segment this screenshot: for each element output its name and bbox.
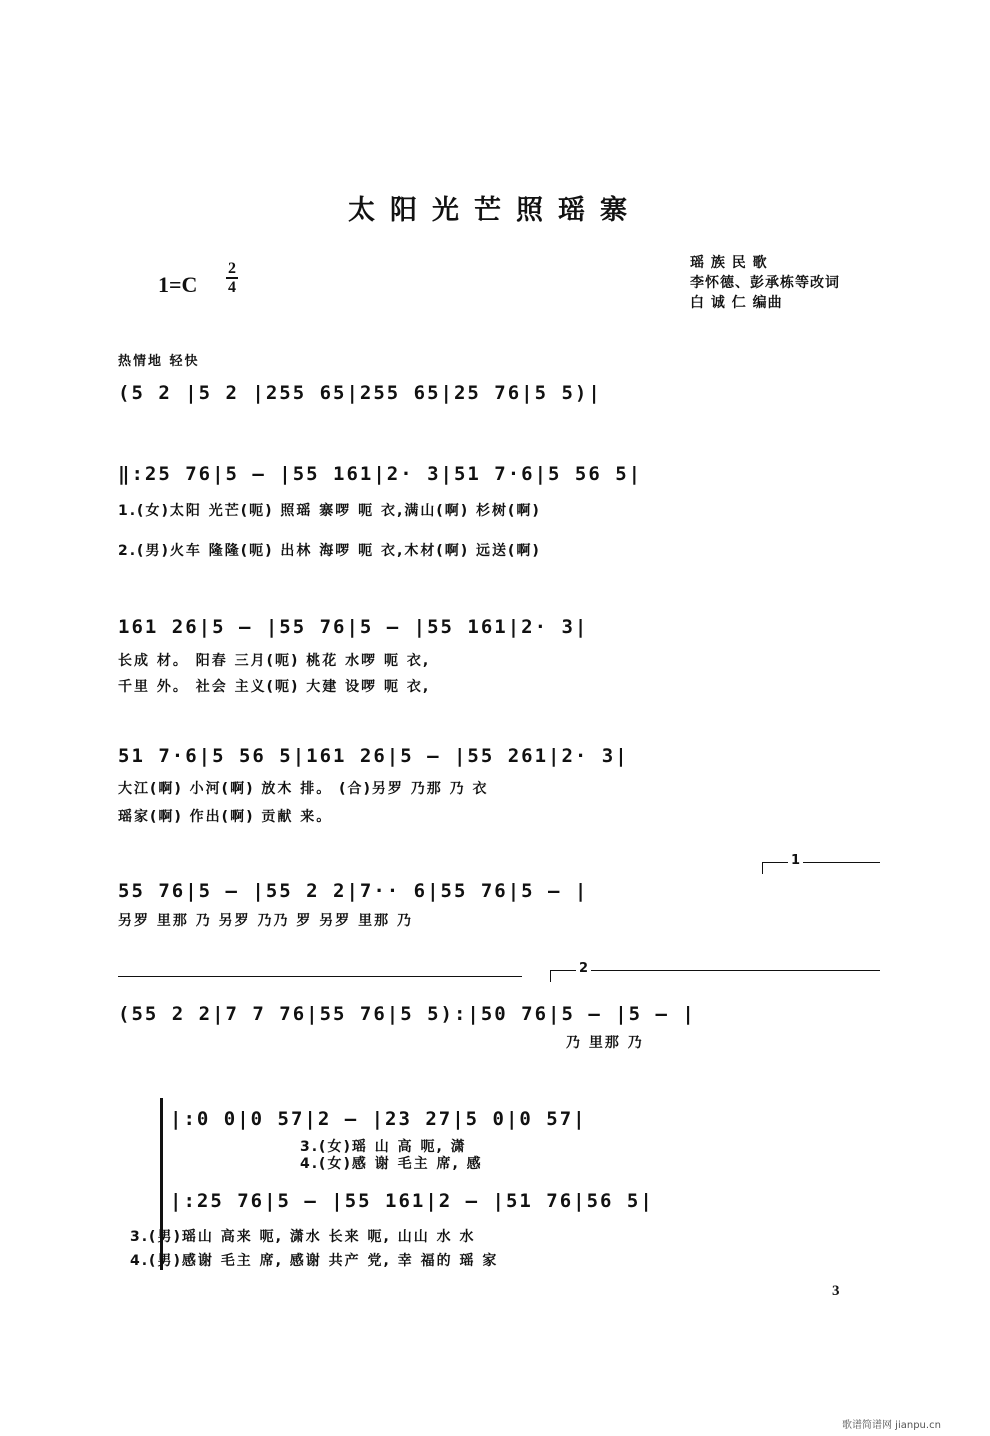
watermark: 歌谱简谱网 jianpu.cn bbox=[842, 1420, 941, 1431]
lyrics-row-6-verse-2: 4.(女)感 谢 毛主 席, 感 bbox=[300, 1156, 483, 1172]
lyrics-row-7-verse-2: 4.(男)感谢 毛主 席, 感谢 共产 党, 幸 福的 瑶 家 bbox=[130, 1253, 499, 1269]
score-row-5: (55 2 2|7 7 76|55 76|5 5):|50 76|5 — |5 — | bbox=[118, 1003, 696, 1025]
time-signature-bottom: 4 bbox=[228, 279, 236, 296]
lyrics-row-5: 乃 里那 乃 bbox=[566, 1035, 644, 1051]
continuation-line bbox=[118, 976, 522, 977]
lyrics-row-1-verse-2: 2.(男)火车 隆隆(呃) 出林 海啰 呃 衣,木材(啊) 远送(啊) bbox=[118, 543, 541, 559]
credit-line-3: 白 诚 仁 编曲 bbox=[690, 295, 783, 311]
lyrics-row-7-verse-1: 3.(男)瑶山 高来 呃, 潇水 长来 呃, 山山 水 水 bbox=[130, 1229, 476, 1245]
tempo-marking: 热情地 轻快 bbox=[118, 354, 200, 369]
lyrics-row-3-verse-2: 瑶家(啊) 作出(啊) 贡献 来。 bbox=[118, 809, 333, 825]
score-row-2: 161 26|5 — |55 76|5 — |55 161|2· 3| bbox=[118, 616, 589, 638]
score-row-6: |:0 0|0 57|2 — |23 27|5 0|0 57| bbox=[170, 1108, 587, 1130]
score-row-3: 51 7·6|5 56 5|161 26|5 — |55 261|2· 3| bbox=[118, 745, 629, 767]
lyrics-row-6-verse-1: 3.(女)瑶 山 高 呃, 潇 bbox=[300, 1139, 467, 1155]
lyrics-row-3-verse-1: 大江(啊) 小河(啊) 放木 排。 (合)另罗 乃那 乃 衣 bbox=[118, 781, 489, 797]
score-row-4: 55 76|5 — |55 2 2|7·· 6|55 76|5 — | bbox=[118, 880, 589, 902]
credit-line-2: 李怀德、彭承栋等改词 bbox=[690, 275, 840, 291]
page-title: 太阳光芒照瑶寨 bbox=[348, 195, 642, 226]
page-number: 3 bbox=[832, 1283, 840, 1299]
volta-1-label: 1 bbox=[788, 853, 803, 868]
lyrics-row-1-verse-1: 1.(女)太阳 光芒(呃) 照瑶 寨啰 呃 衣,满山(啊) 杉树(啊) bbox=[118, 503, 541, 519]
lyrics-row-2-verse-1: 长成 材。 阳春 三月(呃) 桃花 水啰 呃 衣, bbox=[118, 653, 431, 669]
score-row-1: ‖:25 76|5 — |55 161|2· 3|51 7·6|5 56 5| bbox=[118, 463, 643, 485]
score-row-7: |:25 76|5 — |55 161|2 — |51 76|56 5| bbox=[170, 1190, 654, 1212]
score-row-0: (5 2 |5 2 |255 65|255 65|25 76|5 5)| bbox=[118, 382, 602, 404]
credit-line-1: 瑶 族 民 歌 bbox=[690, 255, 768, 271]
lyrics-row-2-verse-2: 千里 外。 社会 主义(呃) 大建 设啰 呃 衣, bbox=[118, 679, 431, 695]
volta-2-label: 2 bbox=[576, 961, 591, 976]
time-signature bbox=[226, 260, 238, 296]
lyrics-row-4: 另罗 里那 乃 另罗 乃乃 罗 另罗 里那 乃 bbox=[118, 913, 413, 929]
time-signature-top: 2 bbox=[228, 260, 236, 277]
key-signature: 1=C bbox=[158, 272, 198, 297]
